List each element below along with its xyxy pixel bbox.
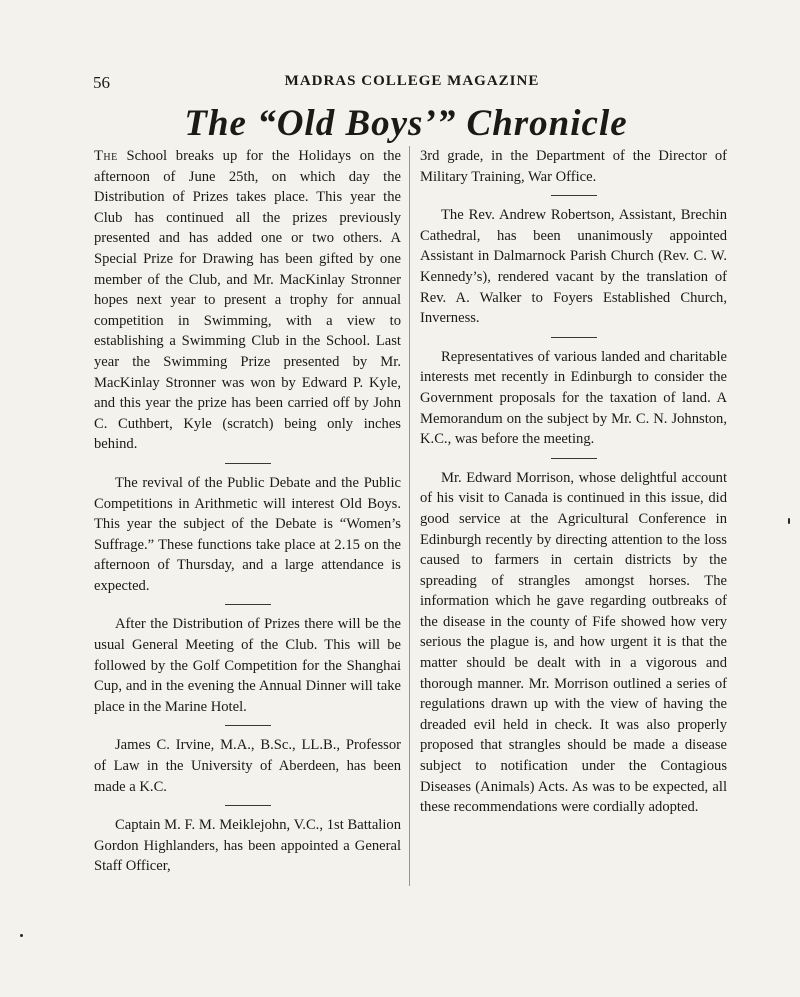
print-speck: [788, 518, 790, 524]
section-rule: [225, 805, 271, 806]
section-rule: [551, 337, 597, 338]
paragraph-land-taxation: Representatives of various landed and charitable interests met recently in Edinburgh to consider the Government proposals for the taxation of land. A Memorandum on the subject by Mr. C. N. Johnston, K.C., was before the meeting.: [420, 348, 727, 448]
paragraph-public-debate: The revival of the Public Debate and the Public Competitions in Arithmetic will interest Old Boys. This year the subject of the Debate is “Women’s Suffrage.” These functions take place at 2.15 on the afternoon of Thursday, and a large attendance is expected.: [94, 474, 401, 594]
section-rule: [551, 195, 597, 196]
paragraph-morrison: Mr. Edward Morrison, whose delightful account of his visit to Canada is continued in this issue, did good service at the Agricultural Conference in Edinburgh recently by directing attention to the loss caused to farmers in certain districts by the spreading of strangles amongst horses. The information which he gave regarding outbreaks of the disease in the county of Fife showed how very serious the plague is, and how urgent it is that the matter should be dealt with in a vigorous and thorough manner. Mr. Morrison outlined a series of regulations drawn up with the view of having the dreaded evil held in check. It was also properly proposed that strangles should be made a disease subject to notification under the Contagious Diseases (Animals) Acts. As was to be expected, all these recommendations were cordially adopted.: [420, 469, 727, 816]
paragraph-meiklejohn: Captain M. F. M. Meiklejohn, V.C., 1st Battalion Gordon Highlanders, has been appointed a General Staff Officer,: [94, 817, 401, 875]
section-rule: [551, 458, 597, 459]
left-column: [94, 146, 401, 877]
section-rule: [225, 463, 271, 464]
right-column: [420, 146, 727, 818]
paragraph-school-holidays: [94, 146, 401, 455]
column-divider: [409, 146, 410, 886]
page-number: 56: [93, 73, 110, 92]
paragraph-robertson: The Rev. Andrew Robertson, Assistant, Brechin Cathedral, has been unanimously appointed Assistant in Dalmarnock Parish Church (Rev. C. W. Kennedy’s), rendered vacant by the translation of Rev. A. Walker to Foyers Established Church, Inverness.: [420, 207, 727, 327]
section-title: The “Old Boys’” Chronicle: [184, 103, 628, 144]
section-rule: [225, 725, 271, 726]
paragraph-text: School breaks up for the Holidays on the afternoon of June 25th, on which day the Distribution of Prizes takes place. This year the Club has continued all the prizes previously presented and has added one or two others. A Special Prize for Drawing has been gifted by one member of the Club, and Mr. MacKinlay Stronner hopes next year to present a trophy for annual competition in Swimming, with a view to establishing a Swimming Club in the School. Last year the Swimming Prize presented by Mr. MacKinlay Stronner was won by Edward P. Kyle, and this year the prize has been carried off by John C. Cuthbert, Kyle (scratch) being only inches behind.: [94, 148, 401, 453]
section-rule: [225, 604, 271, 605]
paragraph-irvine: James C. Irvine, M.A., B.Sc., LL.B., Professor of Law in the University of Aberdeen, has been made a K.C.: [94, 737, 401, 795]
running-head: MADRAS COLLEGE MAGAZINE: [284, 73, 540, 89]
paragraph-meiklejohn-cont: 3rd grade, in the Department of the Director of Military Training, War Office.: [420, 148, 727, 185]
print-speck: [20, 934, 23, 937]
paragraph-general-meeting: After the Distribution of Prizes there will be the usual General Meeting of the Club. This will be followed by the Golf Competition for the Shanghai Cup, and in the evening the Annual Dinner will take place in the Marine Hotel.: [94, 616, 401, 715]
lead-word: The: [94, 148, 118, 164]
